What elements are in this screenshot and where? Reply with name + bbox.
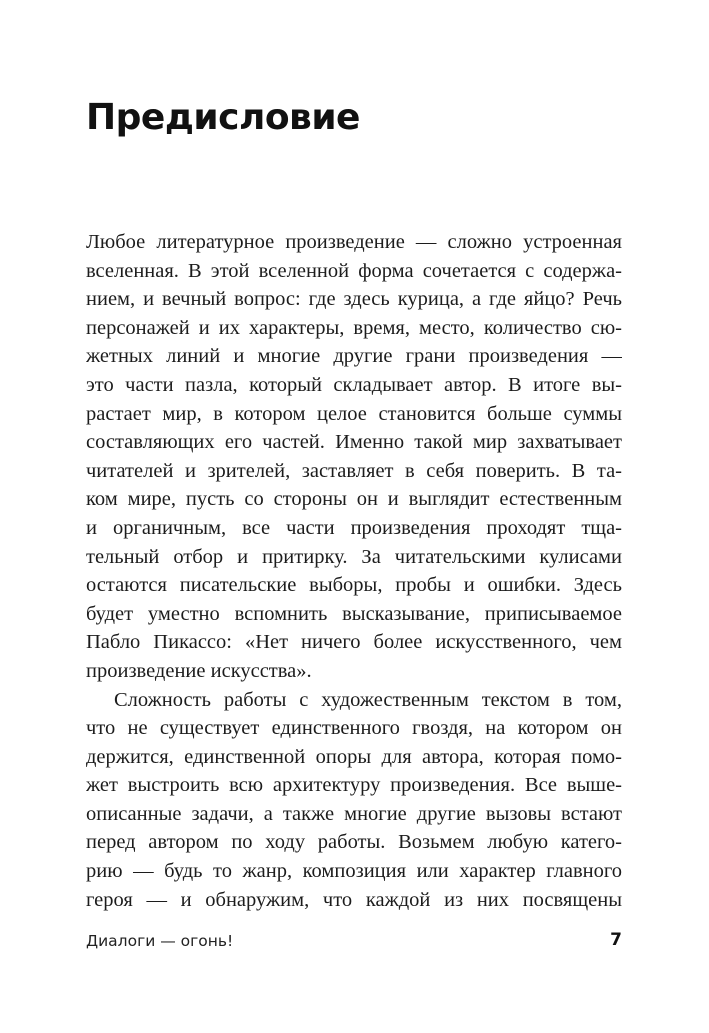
text-line: растает мир, в котором целое становится больше суммы [86,402,622,425]
text-line: ком мире, пусть со стороны он и выглядит естественным [86,488,622,511]
text-line: что не существует единственного гвоздя, на котором он [86,717,622,740]
body-text [86,228,622,914]
text-line: Пабло Пикассо: «Нет ничего более искусственного, чем [86,631,622,654]
page-number: 7 [610,930,622,950]
paragraph-1 [86,228,622,686]
text-line: читателей и зрителей, заставляет в себя поверить. В та- [86,459,622,482]
text-line: произведение искусства». [86,659,312,682]
running-footer-book-title: Диалоги — огонь! [86,932,234,950]
text-line: жетных линий и многие другие грани произведения — [86,345,622,368]
text-line: и органичным, все части произведения проходят тща- [86,516,622,539]
text-line: это части пазла, который складывает автор. В итоге вы- [86,373,622,396]
text-line: остаются писательские выборы, пробы и ошибки. Здесь [86,574,622,597]
text-line: рию — будь то жанр, композиция или характер главного [86,860,622,883]
text-line: держится, единственной опоры для автора, которая помо- [86,745,622,768]
text-line: описанные задачи, а также многие другие вызовы встают [86,802,622,825]
chapter-title: Предисловие [86,97,360,138]
text-line: тельный отбор и притирку. За читательскими кулисами [86,545,622,568]
text-line: вселенная. В этой вселенной форма сочетается с содержа- [86,259,622,282]
paragraph-2 [86,686,622,915]
text-line: будет уместно вспомнить высказывание, приписываемое [86,602,622,625]
text-line: Сложность работы с художественным текстом в том, [114,688,622,711]
text-line: героя — и обнаружим, что каждой из них посвящены [86,888,622,911]
text-line: персонажей и их характеры, время, место, количество сю- [86,316,622,339]
text-line: составляющих его частей. Именно такой мир захватывает [86,431,622,454]
text-line: жет выстроить всю архитектуру произведения. Все выше- [86,774,622,797]
text-line: нием, и вечный вопрос: где здесь курица, а где яйцо? Речь [86,288,622,311]
text-line: перед автором по ходу работы. Возьмем любую катего- [86,831,622,854]
text-line: Любое литературное произведение — сложно устроенная [86,231,622,253]
